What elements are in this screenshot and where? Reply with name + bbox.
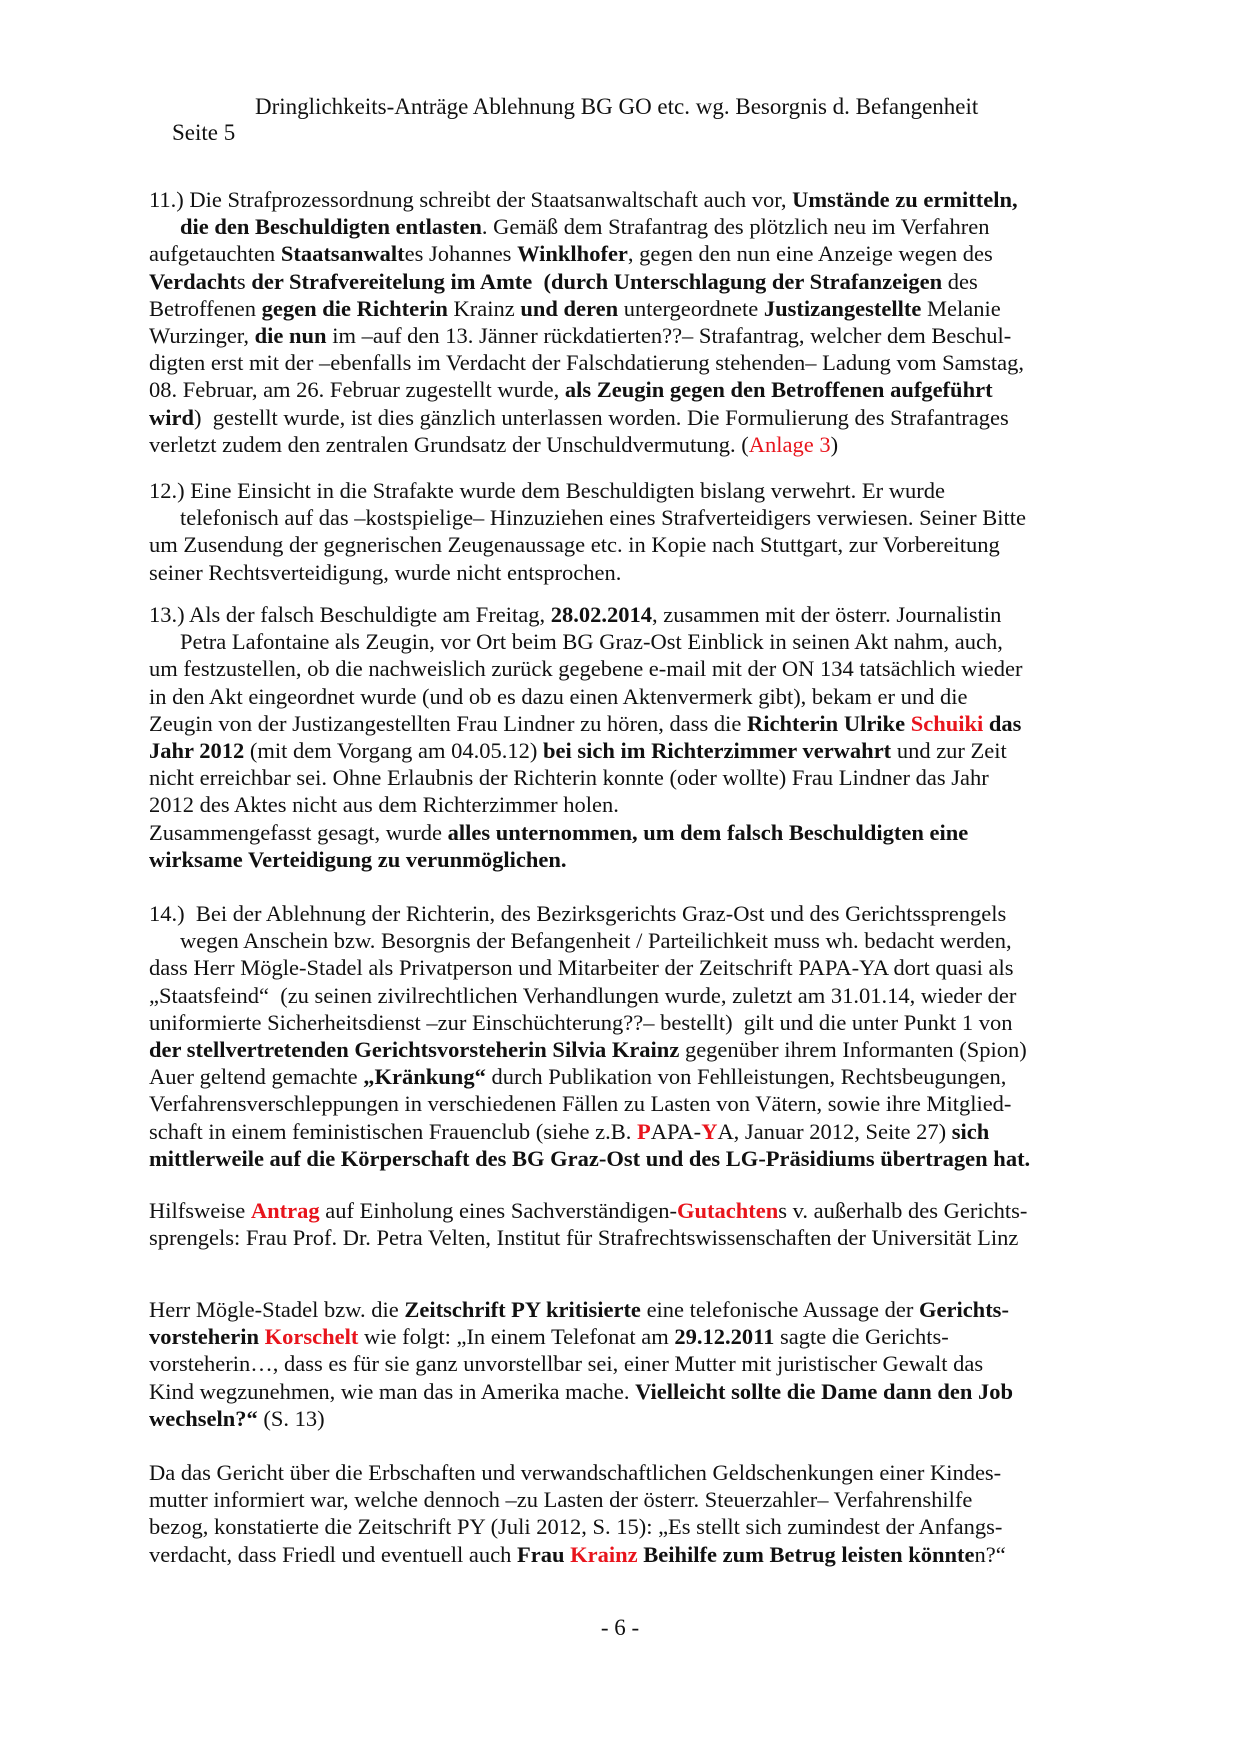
text-run: 11.) Die Strafprozessordnung schreibt der Staatsanwaltschaft auch vor, (149, 187, 793, 212)
text-line (149, 1090, 1011, 1117)
text-line (149, 322, 1011, 349)
text-run: Hilfsweise (149, 1198, 251, 1223)
text-run: digten erst mit der –ebenfalls im Verdacht der Falschdatierung stehenden– Ladung vom Samstag, (149, 350, 1024, 376)
text-run: Verfahrensverschleppungen in verschiedenen Fällen zu Lasten von Vätern, sowie ihre Mitglied- (149, 1091, 1012, 1117)
text-line (149, 1486, 972, 1513)
text-line (149, 1009, 1013, 1036)
text-run: in den Akt eingeordnet wurde (und ob es dazu einen Aktenvermerk gibt), bekam er und die (149, 683, 968, 709)
text-line (149, 1405, 325, 1432)
bold-text-run: wird (149, 404, 194, 430)
text-run: wie folgt: „In einem Telefonat am (358, 1324, 675, 1350)
bold-text-run: Verdacht (149, 268, 237, 294)
text-run: A, Januar 2012, Seite 27) (717, 1118, 952, 1144)
text-run: des (942, 268, 978, 294)
text-line (149, 1036, 1027, 1063)
text-run: Betroffenen (149, 295, 262, 321)
text-run: sagte die Gerichts- (774, 1324, 949, 1350)
text-line (149, 349, 1024, 376)
text-run: es Johannes (404, 241, 518, 267)
bold-text-run: bei sich im Richterzimmer verwahrt (542, 738, 892, 763)
text-run: verletzt zudem den zentralen Grundsatz der Unschuldvermutung. ( (149, 431, 749, 457)
bold-text-run: Beihilfe zum Betrug leisten könnte (637, 1541, 975, 1567)
text-run: . Gemäß dem Strafantrag des plötzlich neu im Verfahren (481, 214, 990, 240)
text-run: APA- (650, 1118, 702, 1144)
text-line (149, 404, 1009, 431)
text-line (149, 791, 619, 818)
text-run: 13.) Als der falsch Beschuldigte am Freitag, (149, 602, 551, 627)
text-line (149, 1145, 1030, 1172)
text-line (149, 431, 838, 458)
text-line (149, 683, 968, 710)
bold-text-run: die nun (254, 323, 327, 348)
text-line (149, 764, 989, 791)
bold-text-run: „Kränkung“ (363, 1064, 486, 1090)
text-run: (mit dem Vorgang am 04.05.12) (244, 738, 543, 763)
bold-text-run: 28.02.2014 (550, 602, 653, 627)
highlighted-text-run: P (636, 1118, 651, 1144)
text-line (149, 531, 1000, 558)
text-run: s (236, 268, 252, 294)
text-line (149, 1118, 989, 1145)
text-line (149, 1323, 949, 1350)
text-run: vorsteherin…, dass es für sie ganz unvorstellbar sei, einer Mutter mit juristischer Gewalt das (149, 1351, 984, 1377)
bold-text-run: gegen die Richterin (261, 295, 448, 321)
bold-text-run: vorsteherin (149, 1324, 265, 1350)
bold-text-run: sich (951, 1118, 990, 1144)
text-run: 08. Februar, am 26. Februar zugestellt wurde, (149, 377, 565, 403)
text-line (149, 655, 1022, 682)
text-run: ) (830, 431, 839, 457)
text-run: verdacht, dass Friedl und eventuell auch (149, 1541, 518, 1567)
text-run: , zusammen mit der österr. Journalistin (652, 602, 1002, 627)
text-run: uniformierte Sicherheitsdienst –zur Einschüchterung??– bestellt) gilt und die unter Punkt 1 von (149, 1009, 1013, 1035)
text-line (149, 819, 968, 846)
text-run: Wurzinger, (149, 323, 255, 348)
text-line (149, 900, 1006, 927)
text-line (149, 477, 945, 504)
text-run: Kind wegzunehmen, wie man das in Amerika mache. (149, 1378, 636, 1404)
text-run: bezog, konstatierte die Zeitschrift PY (Juli 2012, S. 15): „Es stellt sich zumindest der Anfangs- (149, 1514, 1003, 1540)
text-run: durch Publikation von Fehlleistungen, Rechtsbeugungen, (485, 1064, 1007, 1090)
bold-text-run: 29.12.2011 (674, 1324, 775, 1350)
text-run: Zeugin von der Justizangestellten Frau Lindner zu hören, dass die (149, 710, 747, 736)
text-line (149, 982, 1016, 1009)
text-line (149, 1296, 1009, 1323)
highlighted-text-run: Y (701, 1118, 718, 1144)
page-number: - 6 - (600, 1615, 640, 1640)
text-run: aufgetauchten (149, 241, 281, 267)
text-line (149, 1459, 1001, 1486)
text-run: Herr Mögle-Stadel bzw. die (149, 1297, 405, 1322)
text-run: um Zusendung der gegnerischen Zeugenaussage etc. in Kopie nach Stuttgart, zur Vorbereitung (149, 532, 1000, 558)
bold-text-run: Staatsanwalt (280, 241, 405, 267)
bold-text-run: die den Beschuldigten entlasten (180, 214, 482, 240)
text-line (149, 1378, 1013, 1405)
bold-text-run: Umstände zu ermitteln, (792, 187, 1018, 212)
bold-text-run: Vielleicht sollte die Dame dann den Job (635, 1378, 1014, 1404)
text-line (149, 710, 1021, 737)
text-run: nicht erreichbar sei. Ohne Erlaubnis der Richterin konnte (oder wollte) Frau Lindner das Jahr (149, 765, 989, 791)
text-line (149, 846, 567, 873)
text-line (149, 1224, 1018, 1251)
text-line (149, 268, 978, 295)
bold-text-run: Zeitschrift PY kritisierte (404, 1297, 641, 1322)
text-run: Krainz (447, 295, 521, 321)
bold-text-run: Jahr 2012 (149, 738, 245, 763)
bold-text-run: und deren (520, 295, 619, 321)
bold-text-run: alles unternommen, um dem falsch Beschuldigten eine (447, 819, 969, 845)
text-line (149, 737, 1007, 764)
text-run: Petra Lafontaine als Zeugin, vor Ort beim BG Graz-Ost Einblick in seinen Akt nahm, auch, (180, 629, 1003, 655)
text-run: 12.) Eine Einsicht in die Strafakte wurde dem Beschuldigten bislang verwehrt. Er wurde (149, 478, 946, 503)
text-run: Auer geltend gemachte (149, 1064, 364, 1090)
text-run: sprengels: Frau Prof. Dr. Petra Velten, Institut für Strafrechtswissenschaften der Universität Linz (149, 1225, 1019, 1251)
bold-text-run: der Strafvereitelung im Amte (durch Unterschlagung der Strafanzeigen (251, 268, 943, 294)
text-run: schaft in einem feministischen Frauenclub (siehe z.B. (149, 1118, 637, 1144)
text-run: Da das Gericht über die Erbschaften und verwandschaftlichen Geldschenkungen einer Kindes- (149, 1460, 1002, 1485)
bold-text-run: Winklhofer (517, 241, 628, 267)
text-run: untergeordnete (618, 295, 764, 321)
bold-text-run: der stellvertretenden Gerichtsvorsteherin Silvia Krainz (149, 1037, 680, 1062)
text-run: gegenüber ihrem Informanten (Spion) (679, 1037, 1027, 1062)
page-label: Seite 5 (172, 120, 236, 145)
highlighted-text-run: Anlage 3 (748, 431, 831, 457)
highlighted-text-run: Schuiki (910, 710, 984, 736)
text-run: n?“ (974, 1541, 1006, 1567)
highlighted-text-run: Antrag (250, 1198, 320, 1223)
text-run: 14.) Bei der Ablehnung der Richterin, des Bezirksgerichts Graz-Ost und des Gerichtssprengels (149, 901, 1007, 926)
text-run: telefonisch auf das –kostspielige– Hinzuziehen eines Strafverteidigers verwiesen. Seiner Bitte (180, 505, 1026, 531)
bold-text-run: Frau (517, 1541, 571, 1567)
text-run: auf Einholung eines Sachverständigen- (319, 1198, 678, 1223)
text-line (149, 186, 1018, 213)
text-run: eine telefonische Aussage der (640, 1297, 919, 1322)
text-run: Melanie (921, 295, 1001, 321)
text-line (149, 1197, 1027, 1224)
text-run: um festzustellen, ob die nachweislich zurück gegebene e-mail mit der ON 134 tatsächlich wieder (149, 656, 1023, 682)
text-run: mutter informiert war, welche dennoch –zu Lasten der österr. Steuerzahler– Verfahrenshilfe (149, 1487, 973, 1513)
text-line (180, 213, 989, 240)
text-run: wegen Anschein bzw. Besorgnis der Befangenheit / Parteilichkeit muss wh. bedacht werden, (180, 928, 1012, 954)
text-line (149, 1541, 1006, 1568)
bold-text-run: als Zeugin gegen den Betroffenen aufgeführt (564, 377, 993, 403)
header-title: Dringlichkeits-Anträge Ablehnung BG GO etc. wg. Besorgnis d. Befangenheit (255, 94, 979, 119)
text-line (149, 1350, 983, 1377)
text-line (149, 295, 1001, 322)
text-line (149, 240, 993, 267)
text-run: seiner Rechtsverteidigung, wurde nicht entsprochen. (149, 559, 622, 585)
highlighted-text-run: Krainz (570, 1541, 638, 1567)
text-line (149, 376, 993, 403)
text-run: 2012 des Aktes nicht aus dem Richterzimmer holen. (149, 792, 619, 818)
bold-text-run: wechseln?“ (149, 1405, 258, 1431)
text-line (180, 504, 1026, 531)
text-run: „Staatsfeind“ (zu seinen zivilrechtlichen Verhandlungen wurde, zuletzt am 31.01.14, wieder der (149, 982, 1017, 1008)
bold-text-run: wirksame Verteidigung zu verunmöglichen. (149, 846, 567, 872)
text-line (149, 1063, 1006, 1090)
text-run: ) gestellt wurde, ist dies gänzlich unterlassen worden. Die Formulierung des Strafantrages (194, 404, 1009, 430)
text-run: s v. außerhalb des Gerichts- (778, 1198, 1028, 1223)
text-run: und zur Zeit (891, 738, 1007, 763)
text-line (180, 927, 1012, 954)
text-line (149, 559, 621, 586)
text-line (149, 1513, 1002, 1540)
highlighted-text-run: Gutachten (677, 1198, 779, 1223)
bold-text-run: Richterin Ulrike (746, 710, 911, 736)
text-line (149, 954, 1013, 981)
page-header (149, 94, 979, 198)
text-run: (S. 13) (257, 1405, 325, 1431)
bold-text-run: mittlerweile auf die Körperschaft des BG Graz-Ost und des LG-Präsidiums übertragen hat. (149, 1145, 1031, 1171)
text-run: , gegen den nun eine Anzeige wegen des (627, 241, 993, 267)
text-line (180, 628, 1003, 655)
text-run: Zusammengefasst gesagt, wurde (149, 819, 448, 845)
highlighted-text-run: Korschelt (264, 1324, 359, 1350)
bold-text-run: Gerichts- (918, 1297, 1009, 1322)
text-line (149, 601, 1001, 628)
text-run: dass Herr Mögle-Stadel als Privatperson und Mitarbeiter der Zeitschrift PAPA-YA dort quasi als (149, 955, 1014, 981)
bold-text-run: das (983, 710, 1022, 736)
bold-text-run: Justizangestellte (763, 295, 922, 321)
text-run: im –auf den 13. Jänner rückdatierten??– Strafantrag, welcher dem Beschul- (326, 323, 1012, 348)
